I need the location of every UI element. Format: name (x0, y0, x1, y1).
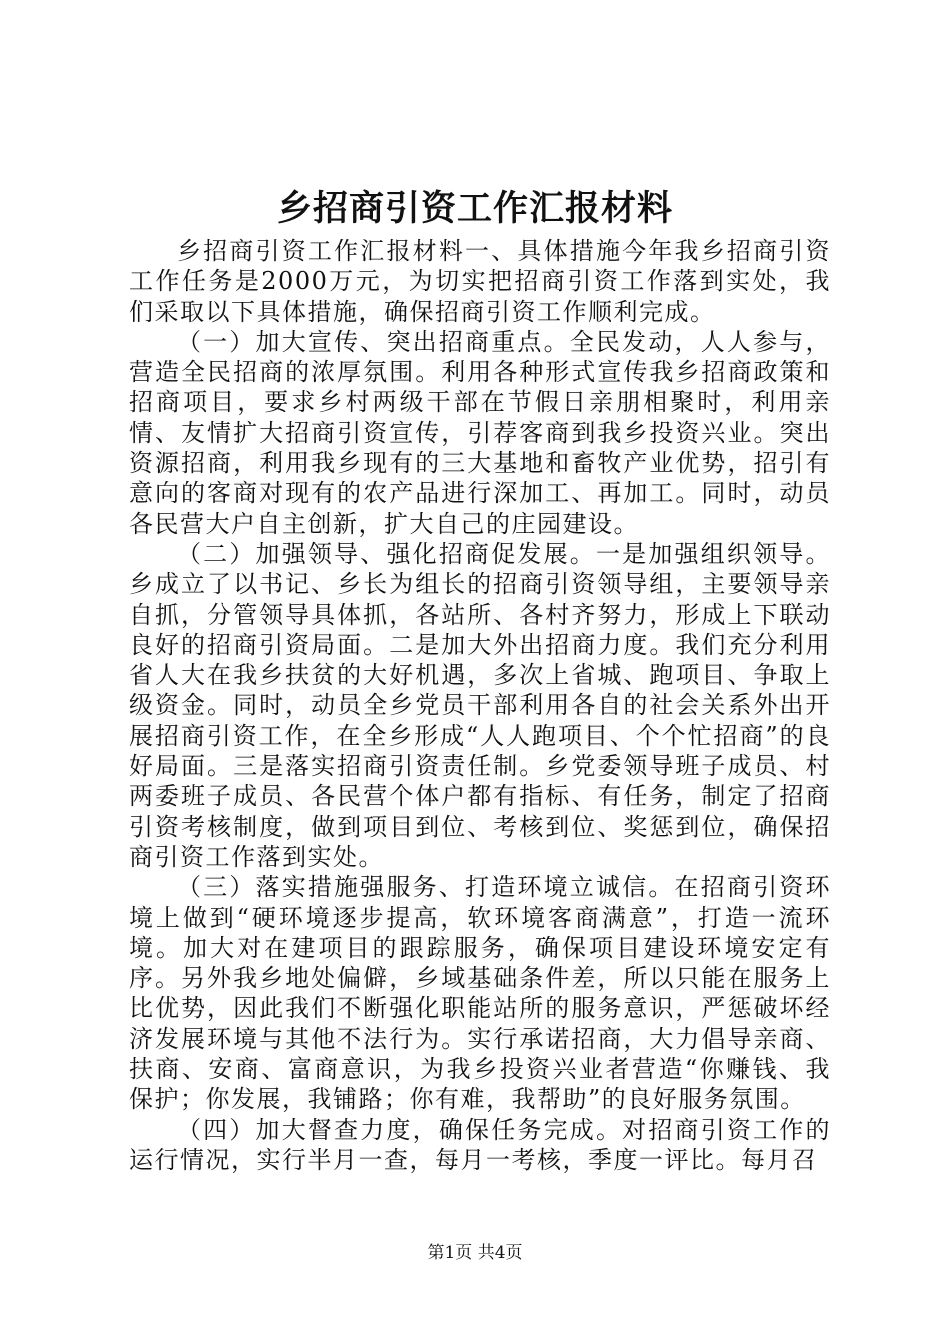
paragraph-intro: 乡招商引资工作汇报材料一、具体措施今年我乡招商引资工作任务是2000万元，为切实把招商引资工作落到实处，我们采取以下具体措施，确保招商引资工作顺利完成。 (129, 237, 831, 326)
paragraph-section-4: （四）加大督查力度，确保任务完成。对招商引资工作的运行情况，实行半月一查，每月一考核，季度一评比。每月召 (129, 1115, 831, 1174)
paragraph-section-1: （一）加大宣传、突出招商重点。全民发动，人人参与，营造全民招商的浓厚氛围。利用各种形式宣传我乡招商政策和招商项目，要求乡村两级干部在节假日亲朋相聚时，利用亲情、友情扩大招商引资宣传，引荐客商到我乡投资兴业。突出资源招商，利用我乡现有的三大基地和畜牧产业优势，招引有意向的客商对现有的农产品进行深加工、再加工。同时，动员各民营大户自主创新，扩大自己的庄园建设。 (129, 327, 831, 538)
paragraph-section-3: （三）落实措施强服务、打造环境立诚信。在招商引资环境上做到“硬环境逐步提高，软环境客商满意”，打造一流环境。加大对在建项目的跟踪服务，确保项目建设环境安定有序。另外我乡地处偏僻，乡域基础条件差，所以只能在服务上比优势，因此我们不断强化职能站所的服务意识，严惩破坏经济发展环境与其他不法行为。实行承诺招商，大力倡导亲商、扶商、安商、富商意识，为我乡投资兴业者营造“你赚钱、我保护；你发展，我铺路；你有难，我帮助”的良好服务氛围。 (129, 873, 831, 1114)
document-title: 乡招商引资工作汇报材料 (276, 188, 673, 229)
paragraph-section-2: （二）加强领导、强化招商促发展。一是加强组织领导。乡成立了以书记、乡长为组长的招商引资领导组，主要领导亲自抓，分管领导具体抓，各站所、各村齐努力，形成上下联动良好的招商引资局面。二是加大外出招商力度。我们充分利用省人大在我乡扶贫的大好机遇，多次上省城、跑项目、争取上级资金。同时，动员全乡党员干部利用各自的社会关系外出开展招商引资工作，在全乡形成“人人跑项目、个个忙招商”的良好局面。三是落实招商引资责任制。乡党委领导班子成员、村两委班子成员、各民营个体户都有指标、有任务，制定了招商引资考核制度，做到项目到位、考核到位、奖惩到位，确保招商引资工作落到实处。 (129, 539, 831, 871)
page-number-footer: 第1页 共4页 (427, 1243, 523, 1263)
document-body (129, 236, 831, 1175)
